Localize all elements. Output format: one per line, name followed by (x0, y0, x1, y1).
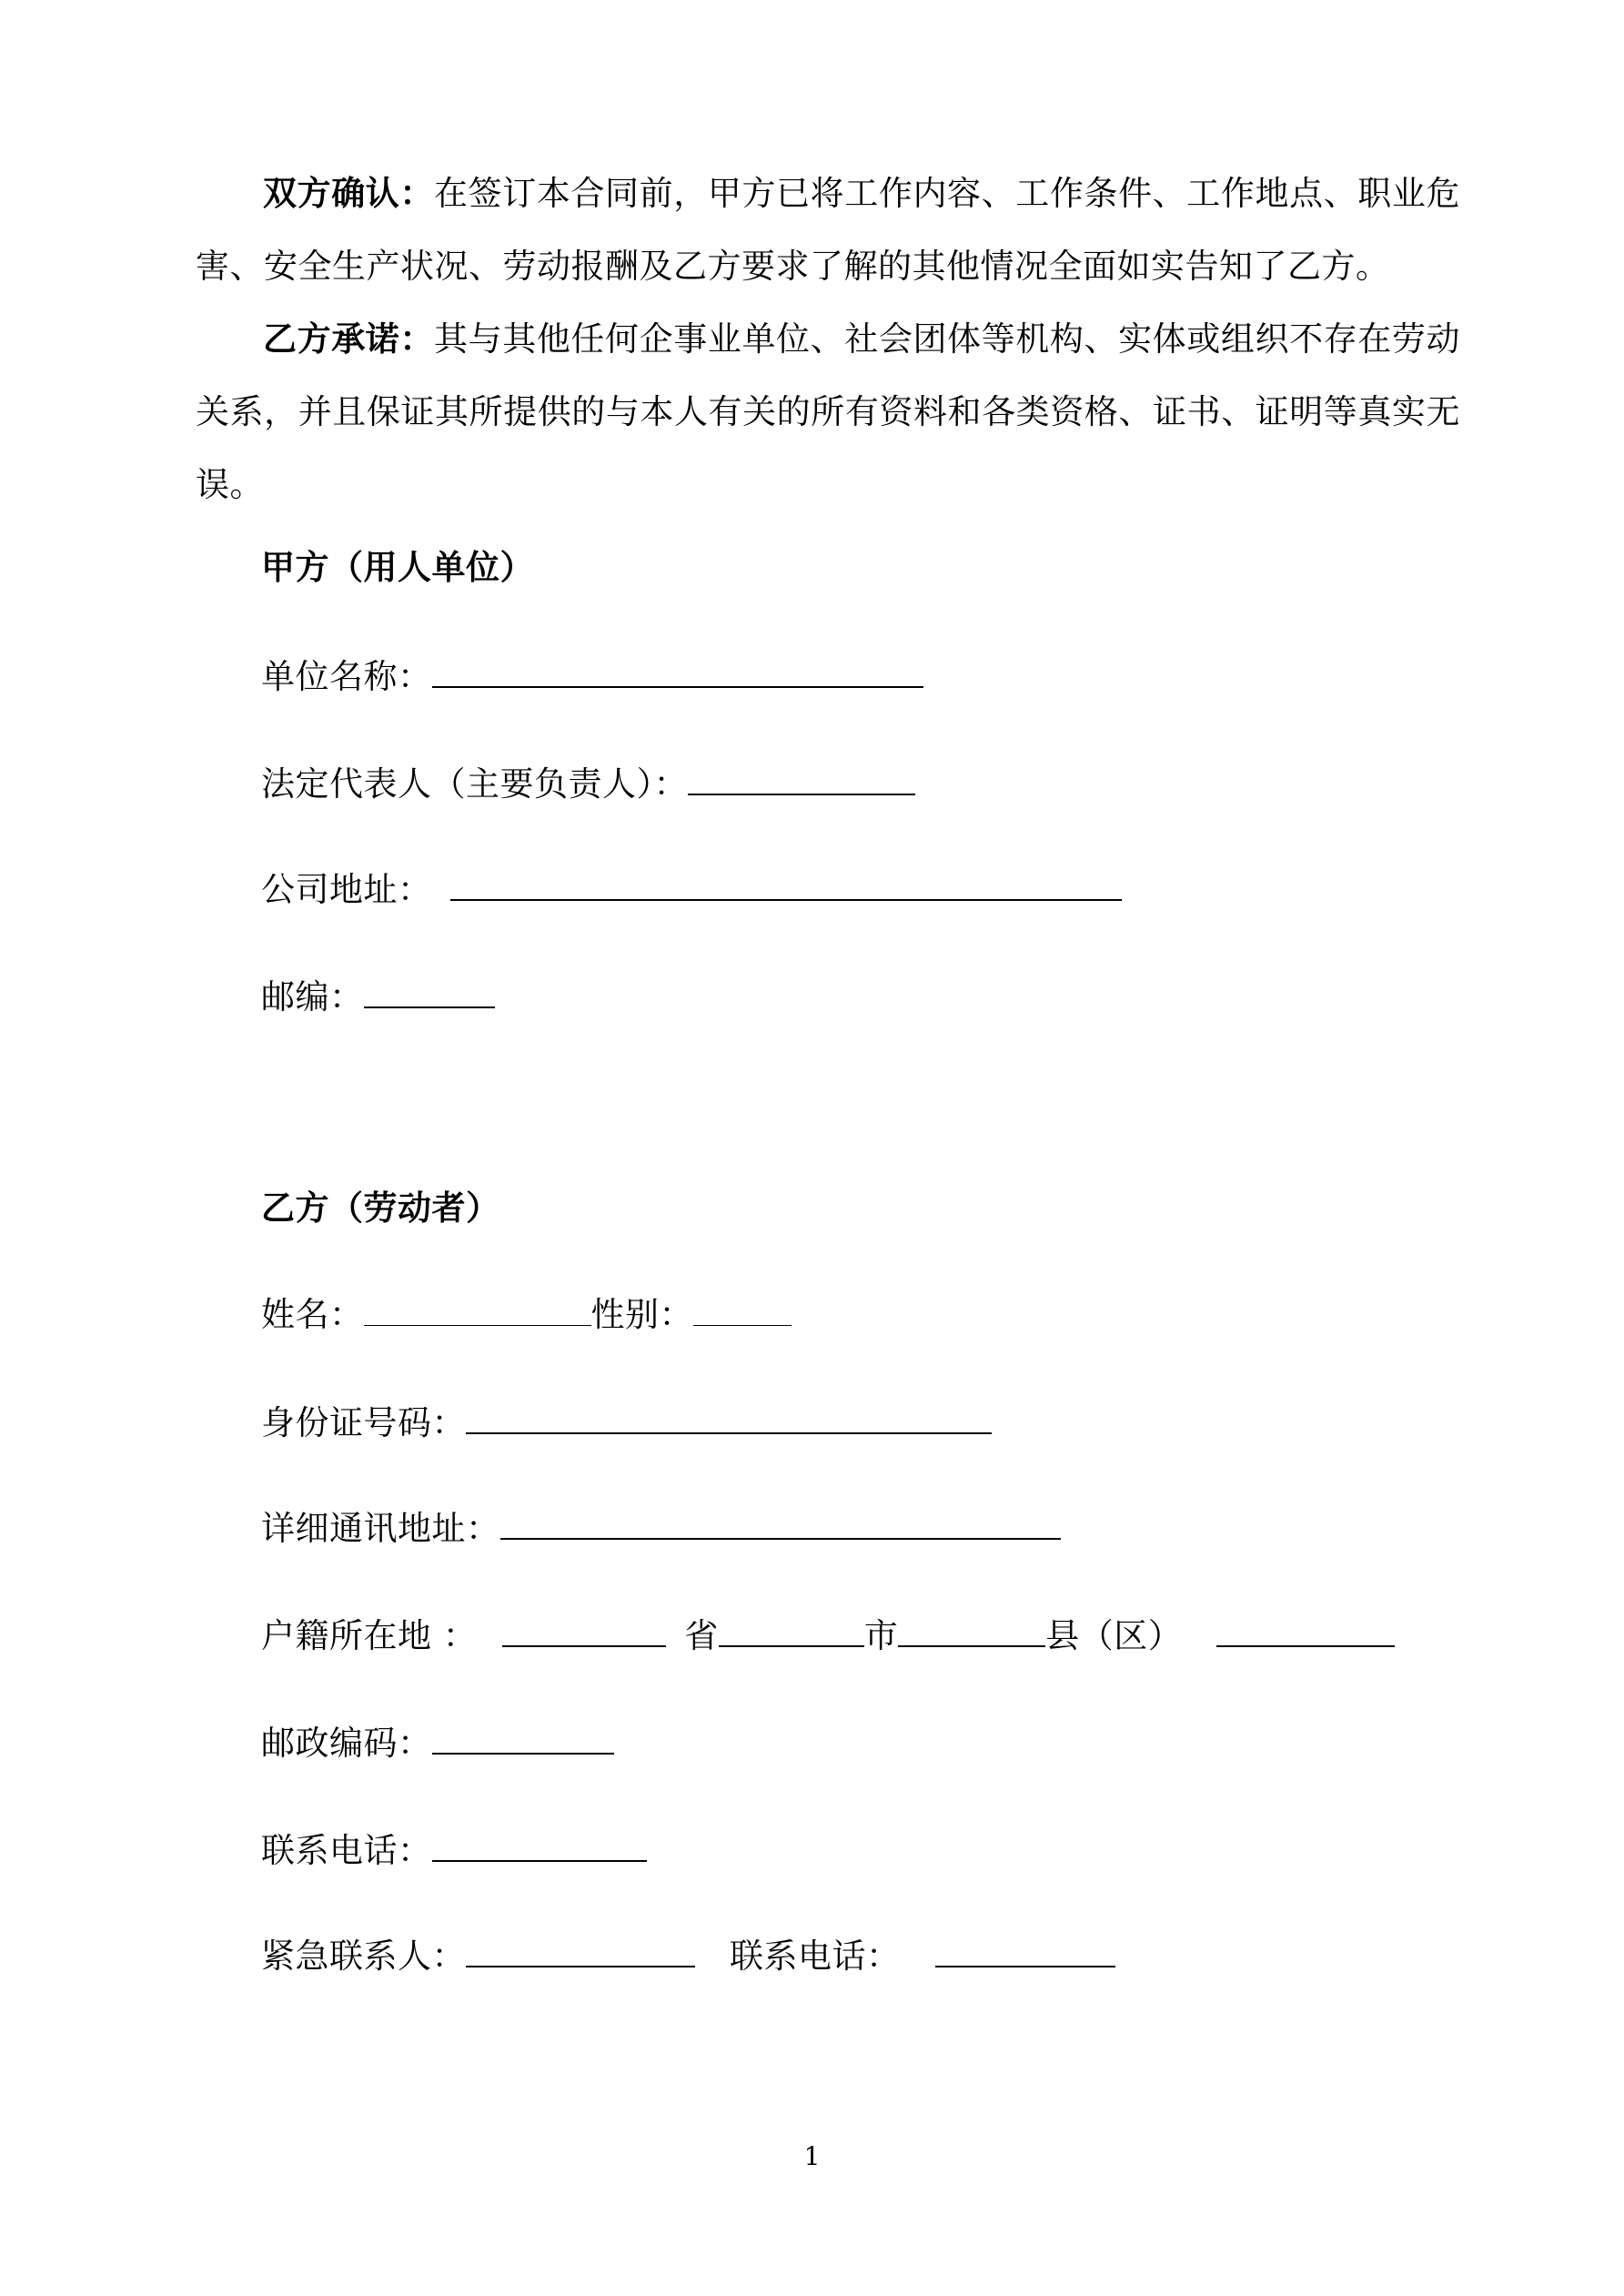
promise-label: 乙方承诺： (263, 319, 435, 359)
name-gender-row (261, 1290, 792, 1338)
emergency-contact-field[interactable] (466, 1931, 695, 1967)
name-field[interactable] (364, 1290, 591, 1326)
confirm-label: 双方确认： (263, 173, 435, 213)
confirm-paragraph (196, 157, 1460, 303)
county-label: 县（区） (1045, 1616, 1183, 1655)
company-name-label: 单位名称： (261, 657, 432, 696)
page-number: 1 (803, 2141, 821, 2171)
id-number-field[interactable] (466, 1398, 992, 1434)
hukou-county-field[interactable] (898, 1611, 1045, 1647)
emergency-contact-label: 紧急联系人： (261, 1937, 466, 1976)
postal-code-field[interactable] (432, 1718, 614, 1755)
confirm-text: 在签订本合同前，甲方已将工作内容、工作条件、工作地点、职业危害、安全生产状况、劳动报酬及乙方要求了解的其他情况全面如实告知了乙方。 (196, 174, 1460, 286)
promise-paragraph (196, 302, 1460, 521)
legal-rep-field[interactable] (688, 759, 915, 795)
phone-row (261, 1826, 647, 1874)
party-a-heading: 甲方（用人单位） (261, 547, 534, 587)
hukou-city-field[interactable] (719, 1611, 864, 1647)
emergency-phone-field[interactable] (935, 1931, 1115, 1967)
id-number-row (261, 1398, 992, 1446)
contact-address-row (261, 1503, 1061, 1552)
company-address-label: 公司地址： (261, 870, 432, 909)
province-label: 省 (684, 1616, 719, 1655)
legal-rep-label: 法定代表人（主要负责人）： (261, 764, 688, 804)
company-name-row (261, 652, 923, 700)
gender-label: 性别： (590, 1295, 693, 1334)
postal-code-row (261, 1718, 614, 1766)
legal-rep-row (261, 759, 915, 807)
hukou-province-field[interactable] (502, 1611, 666, 1647)
gender-field[interactable] (693, 1290, 792, 1326)
hukou-label: 户籍所在地 ： (261, 1616, 478, 1655)
city-label: 市 (863, 1616, 899, 1655)
party-b-heading: 乙方（劳动者） (261, 1188, 500, 1228)
promise-text: 其与其他任何企事业单位、社会团体等机构、实体或组织不存在劳动关系，并且保证其所提供的与本人有关的所有资料和各类资格、证书、证明等真实无误。 (196, 319, 1460, 504)
name-label: 姓名： (261, 1295, 364, 1334)
id-number-label: 身份证号码： (261, 1403, 466, 1442)
postcode-field[interactable] (364, 972, 495, 1008)
phone-label: 联系电话： (261, 1831, 432, 1870)
contact-address-field[interactable] (500, 1503, 1061, 1540)
hukou-detail-field[interactable] (1216, 1611, 1395, 1647)
hukou-row (261, 1611, 1395, 1659)
phone-field[interactable] (432, 1826, 647, 1862)
postcode-label: 邮编： (261, 977, 364, 1017)
contact-address-label: 详细通讯地址： (261, 1509, 500, 1548)
company-address-row (261, 865, 1122, 913)
company-address-field[interactable] (450, 865, 1122, 901)
company-name-field[interactable] (432, 652, 923, 688)
postcode-row (261, 972, 495, 1020)
emergency-contact-row (261, 1931, 1115, 1979)
emergency-phone-label: 联系电话： (730, 1937, 901, 1976)
postal-code-label: 邮政编码： (261, 1724, 432, 1763)
